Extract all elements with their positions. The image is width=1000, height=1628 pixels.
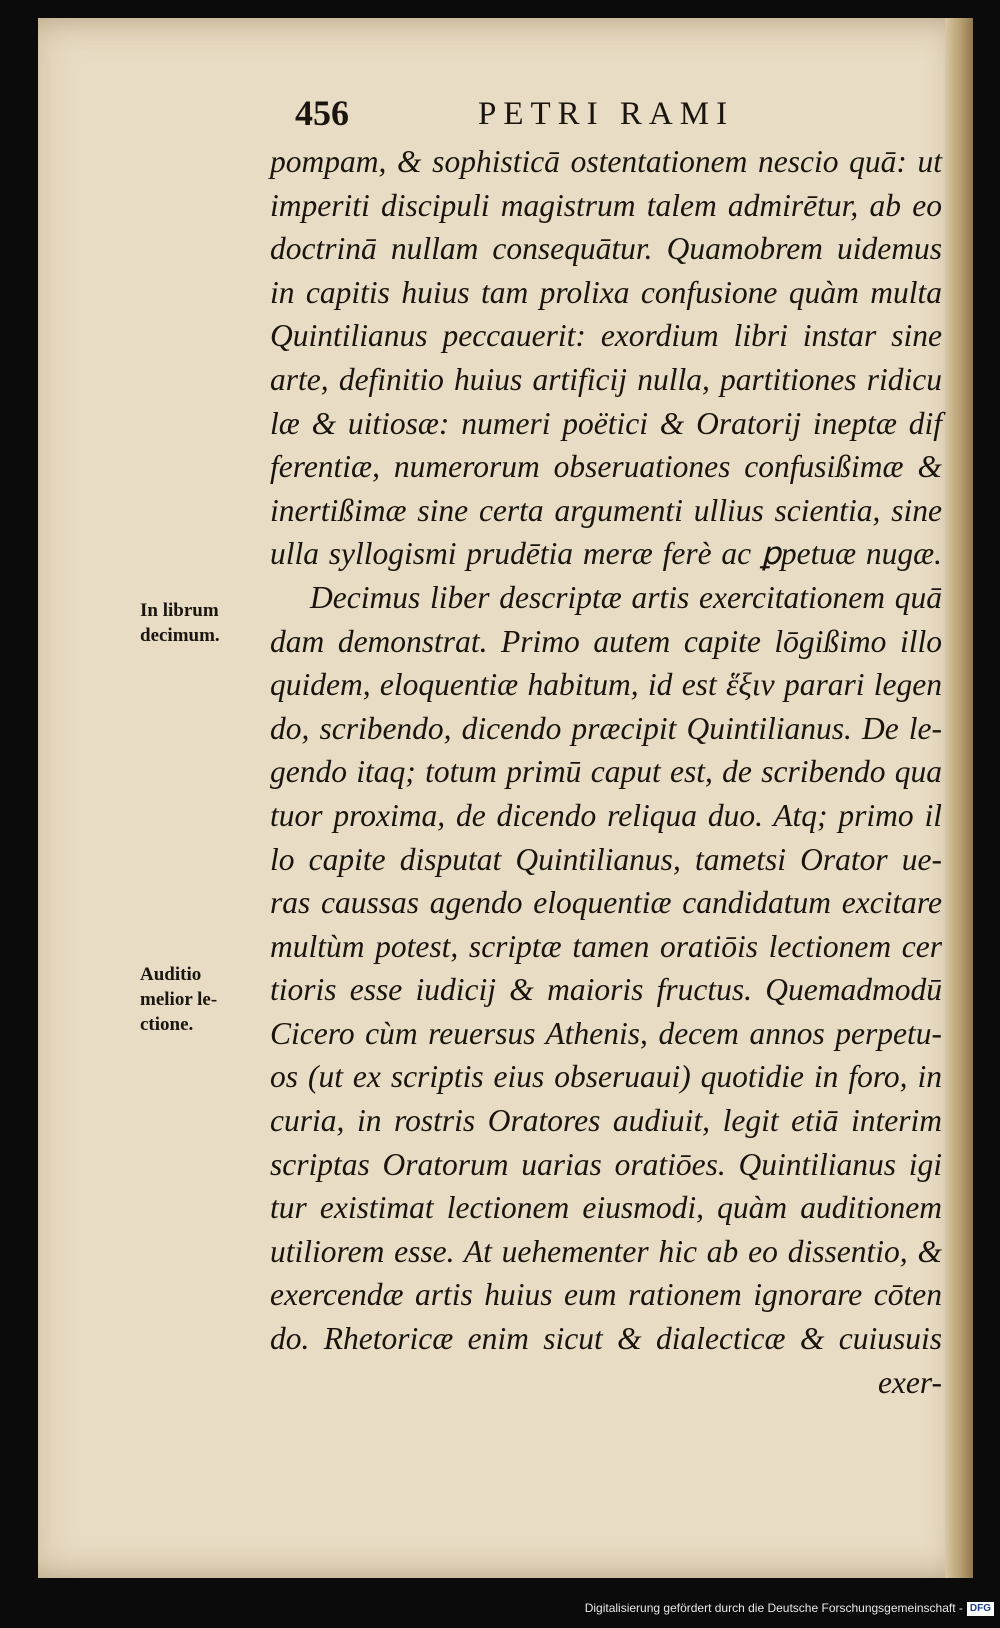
margin-note-line: melior le- <box>140 989 218 1010</box>
dfg-logo: DFG <box>967 1602 994 1616</box>
page-edge <box>945 18 973 1578</box>
credit-text: Digitalisierung gefördert durch die Deutsche Forschungsgemeinschaft - <box>584 1601 963 1615</box>
text-line: tuor proxima, de dicendo reliqua duo. Atq; primo il <box>270 797 942 833</box>
page-number: 456 <box>295 93 349 133</box>
text-line: os (ut ex scriptis eius obseruaui) quotidie in foro, in <box>270 1059 942 1095</box>
text-line: curia, in rostris Oratores audiuit, legit etiā interim <box>270 1103 942 1139</box>
text-line: imperiti discipuli magistrum talem admirētur, ab eo <box>270 187 942 223</box>
margin-note-line: Auditio <box>140 964 202 985</box>
digitization-credit <box>0 1597 994 1619</box>
text-line: scriptas Oratorum uarias oratiōes. Quintilianus igi <box>270 1146 942 1182</box>
text-line: do. Rhetoricæ enim sicut & dialecticæ & cuiusuis <box>270 1321 942 1357</box>
page-header <box>260 92 960 142</box>
text-line: ferentiæ, numerorum obseruationes confusißimæ & <box>270 449 942 485</box>
text-line: dam demonstrat. Primo autem capite lōgißimo illo <box>270 623 942 659</box>
text-line: doctrinā nullam consequātur. Quamobrem uidemus <box>270 231 942 267</box>
text-line: læ & uitiosæ: numeri poëtici & Oratorij ineptæ dif <box>270 405 942 441</box>
text-line: multùm potest, scriptæ tamen oratiōis lectionem cer <box>270 928 942 964</box>
text-line: in capitis huius tam prolixa confusione quàm multa <box>270 274 942 310</box>
text-line: Quintilianus peccauerit: exordium libri instar sine <box>270 318 942 354</box>
text-line: exercendæ artis huius eum rationem ignorare cōten <box>270 1277 942 1313</box>
text-line: ras caussas agendo eloquentiæ candidatum excitare <box>270 885 942 921</box>
text-line: Decimus liber descriptæ artis exercitationem quā <box>310 579 942 615</box>
text-line: lo capite disputat Quintilianus, tametsi Orator ue- <box>270 841 942 877</box>
margin-note-line: In librum <box>140 600 219 621</box>
text-line: gendo itaq; totum primū caput est, de scribendo qua <box>270 754 942 790</box>
text-line: Cicero cùm reuersus Athenis, decem annos perpetu- <box>270 1015 942 1051</box>
text-line: tur existimat lectionem eiusmodi, quàm auditionem <box>270 1190 942 1226</box>
margin-note-line: ctione. <box>140 1014 194 1035</box>
margin-note-auditio-melior <box>140 962 260 1037</box>
body-text <box>270 140 942 1404</box>
margin-note-in-librum-decimum <box>140 598 260 648</box>
text-line: arte, definitio huius artificij nulla, partitiones ridicu <box>270 361 942 397</box>
text-line: inertißimæ sine certa argumenti ullius scientia, sine <box>270 492 942 528</box>
text-line: tioris esse iudicij & maioris fructus. Quemadmodū <box>270 972 942 1008</box>
text-line: quidem, eloquentiæ habitum, id est ἕξιν parari legen <box>270 667 942 703</box>
text-line: ulla syllogismi prudētia meræ ferè ac ꝑpetuæ nugæ. <box>270 536 942 572</box>
text-line: pompam, & sophisticā ostentationem nescio quā: ut <box>270 144 942 179</box>
text-line: utiliorem esse. At uehementer hic ab eo dissentio, & <box>270 1233 942 1269</box>
margin-note-line: decimum. <box>140 625 220 646</box>
catchword: exer- <box>877 1364 942 1400</box>
running-title: PETRI RAMI <box>478 96 735 132</box>
text-line: do, scribendo, dicendo præcipit Quintilianus. De le- <box>270 710 942 746</box>
